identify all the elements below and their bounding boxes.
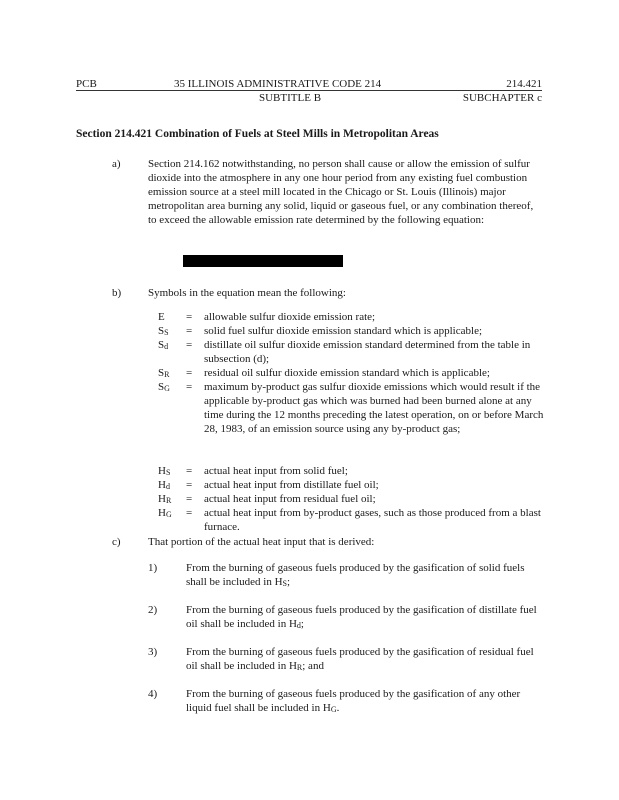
symbol-base: H	[158, 493, 166, 505]
list-item-tail: ; and	[302, 660, 324, 672]
list-item-number: 4)	[148, 688, 158, 700]
subsection-c-intro: That portion of the actual heat input that is derived:	[148, 536, 375, 548]
symbol-subscript: d	[165, 482, 170, 491]
list-item-body: From the burning of gaseous fuels produced by the gasification of distillate fuel oil shall be included in H	[186, 604, 537, 630]
list-item-body: From the burning of gaseous fuels produced by the gasification of any other liquid fuel shall be included in H	[186, 688, 521, 714]
subsection-a-text: Section 214.162 notwithstanding, no person shall cause or allow the emission of sulfur dioxide into the atmosphere in any one hour period from any existing fuel combustion emission source at a steel mill located in the Chicago or St. Louis (Illinois) major metropolitan area burning any solid, liquid or gaseous fuel, or any combination thereof, to exceed the allowable emission rate determined by the following equation:	[148, 158, 534, 226]
subsection-b-intro: Symbols in the equation mean the following:	[148, 287, 346, 299]
symbol-definition: distillate oil sulfur dioxide emission standard determined from the table in subsection (d);	[204, 339, 531, 365]
list-item-text	[186, 645, 544, 675]
symbol-base: E	[158, 311, 165, 323]
symbol-name	[158, 338, 184, 354]
subsection-a-label: a)	[112, 158, 121, 170]
equals-sign: =	[186, 381, 193, 393]
symbol-definition: actual heat input from by-product gases, such as those produced from a blast furnace.	[204, 507, 541, 533]
list-item-number: 2)	[148, 604, 158, 616]
equals-sign: =	[186, 507, 193, 519]
symbol-base: S	[158, 381, 165, 393]
symbol-name	[158, 380, 184, 396]
symbol-definition: allowable sulfur dioxide emission rate;	[204, 311, 376, 323]
section-title: Section 214.421 Combination of Fuels at Steel Mills in Metropolitan Areas	[76, 128, 439, 140]
list-item-body: From the burning of gaseous fuels produced by the gasification of solid fuels shall be included in H	[186, 562, 525, 588]
list-item-number: 3)	[148, 646, 158, 658]
symbol-subscript: R	[165, 496, 172, 505]
list-item-subscript: G	[330, 705, 337, 714]
symbol-subscript: d	[164, 342, 169, 351]
symbol-subscript: R	[164, 370, 170, 379]
list-item-text	[186, 687, 544, 717]
subsection-b-label: b)	[112, 287, 122, 299]
list-item-number: 1)	[148, 562, 158, 574]
symbol-name	[158, 506, 184, 522]
header-subtitle: SUBTITLE B	[259, 92, 322, 104]
list-item-tail: .	[336, 702, 340, 714]
header-left: PCB	[76, 78, 97, 90]
equals-sign: =	[186, 339, 193, 351]
header-section-number: 214.421	[506, 78, 542, 90]
list-item-tail: ;	[287, 576, 291, 588]
symbol-subscript: G	[165, 510, 172, 519]
list-item-tail: ;	[300, 618, 304, 630]
symbol-base: H	[158, 507, 166, 519]
symbol-base: S	[158, 325, 165, 337]
symbol-definition: solid fuel sulfur dioxide emission standard which is applicable;	[204, 325, 483, 337]
list-item-body: From the burning of gaseous fuels produced by the gasification of residual fuel oil shall be included in H	[186, 646, 534, 672]
list-item-subscript: d	[296, 621, 301, 630]
equals-sign: =	[186, 311, 193, 323]
equals-sign: =	[186, 493, 193, 505]
subsection-c-label: c)	[112, 536, 121, 548]
equals-sign: =	[186, 465, 193, 477]
symbol-definition: actual heat input from distillate fuel oil;	[204, 479, 379, 491]
symbol-base: H	[158, 479, 166, 491]
redacted-equation	[183, 255, 343, 267]
symbol-base: S	[158, 339, 165, 351]
symbol-definition: actual heat input from solid fuel;	[204, 465, 348, 477]
symbol-subscript: S	[165, 468, 171, 477]
equals-sign: =	[186, 325, 193, 337]
symbol-name	[158, 310, 184, 324]
symbol-base: H	[158, 465, 166, 477]
equals-sign: =	[186, 367, 193, 379]
symbol-subscript: S	[164, 328, 169, 337]
list-item-subscript: R	[296, 663, 303, 672]
symbol-definition: maximum by-product gas sulfur dioxide emissions which would result if the applicable by-product gas which was burned had been burned alone at any time during the 12 months preceding the latest operation, on or before March 28, 1983, of an emission source using any by-product gas;	[204, 381, 544, 435]
header-subchapter: SUBCHAPTER c	[462, 92, 542, 104]
header-code-title: 35 ILLINOIS ADMINISTRATIVE CODE 214	[174, 78, 382, 90]
symbol-subscript: G	[164, 384, 170, 393]
equals-sign: =	[186, 479, 193, 491]
symbol-base: S	[158, 367, 165, 379]
symbol-definition: residual oil sulfur dioxide emission standard which is applicable;	[204, 367, 490, 379]
symbol-definition: actual heat input from residual fuel oil;	[204, 493, 376, 505]
list-item-text	[186, 603, 544, 633]
list-item-subscript: S	[282, 579, 287, 588]
list-item-text	[186, 561, 544, 591]
